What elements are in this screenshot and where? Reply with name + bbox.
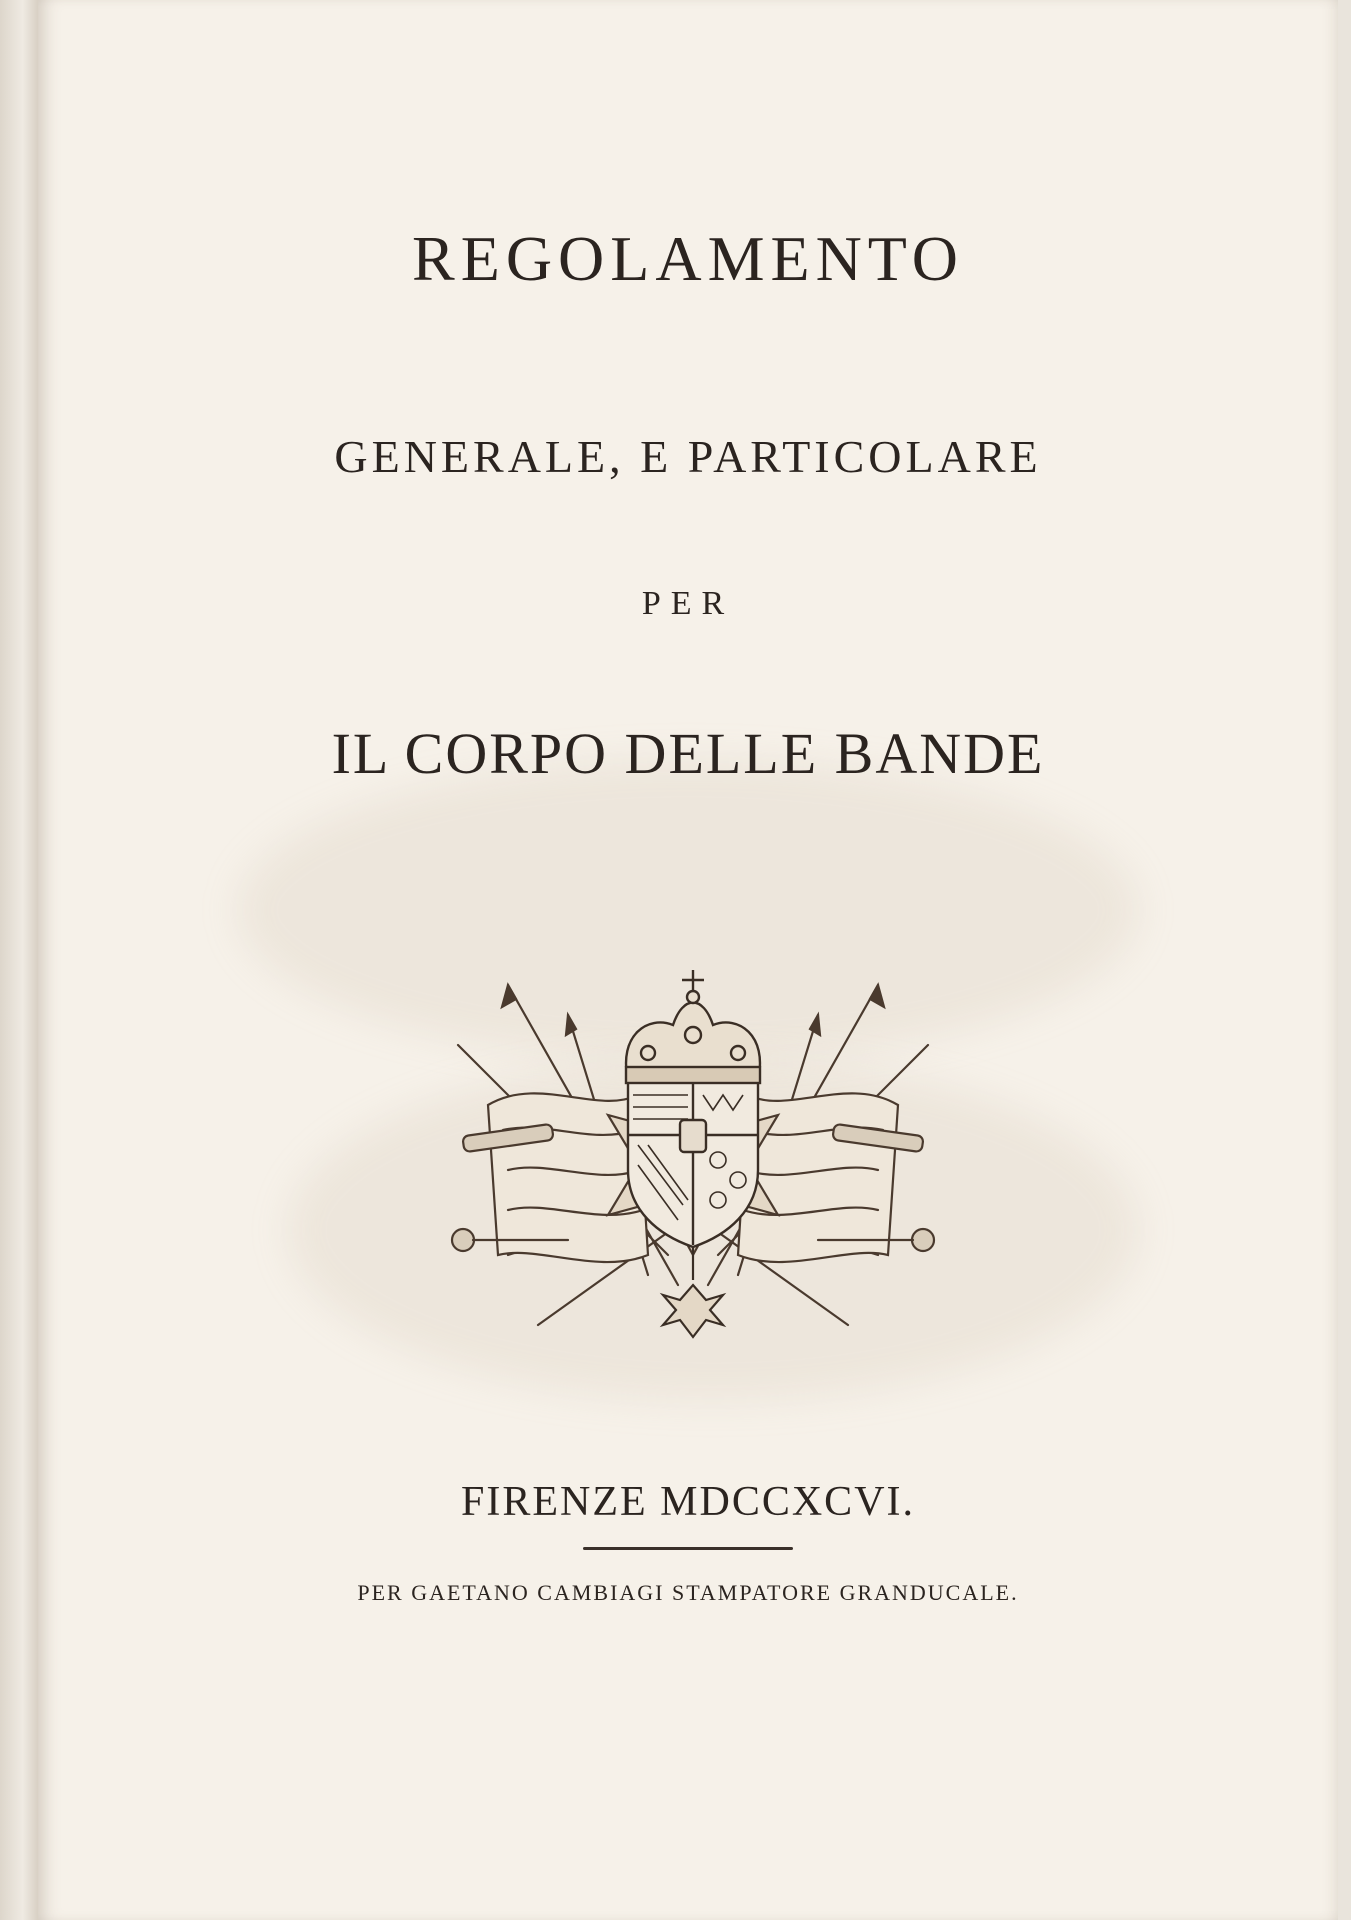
document-title: REGOLAMENTO (412, 223, 964, 294)
coat-of-arms-icon (448, 955, 938, 1340)
divider-rule (583, 1547, 793, 1550)
book-spine (0, 0, 38, 1920)
document-subject: IL CORPO DELLE BANDE (331, 721, 1045, 786)
document-subtitle: GENERALE, E PARTICOLARE (334, 431, 1042, 482)
printer-line: PER GAETANO CAMBIAGI STAMPATORE GRANDUCALE. (357, 1580, 1019, 1605)
place-and-date: FIRENZE MDCCXCVI. (460, 1479, 916, 1525)
connector-text: PER (641, 585, 735, 622)
title-page (38, 0, 1338, 1920)
